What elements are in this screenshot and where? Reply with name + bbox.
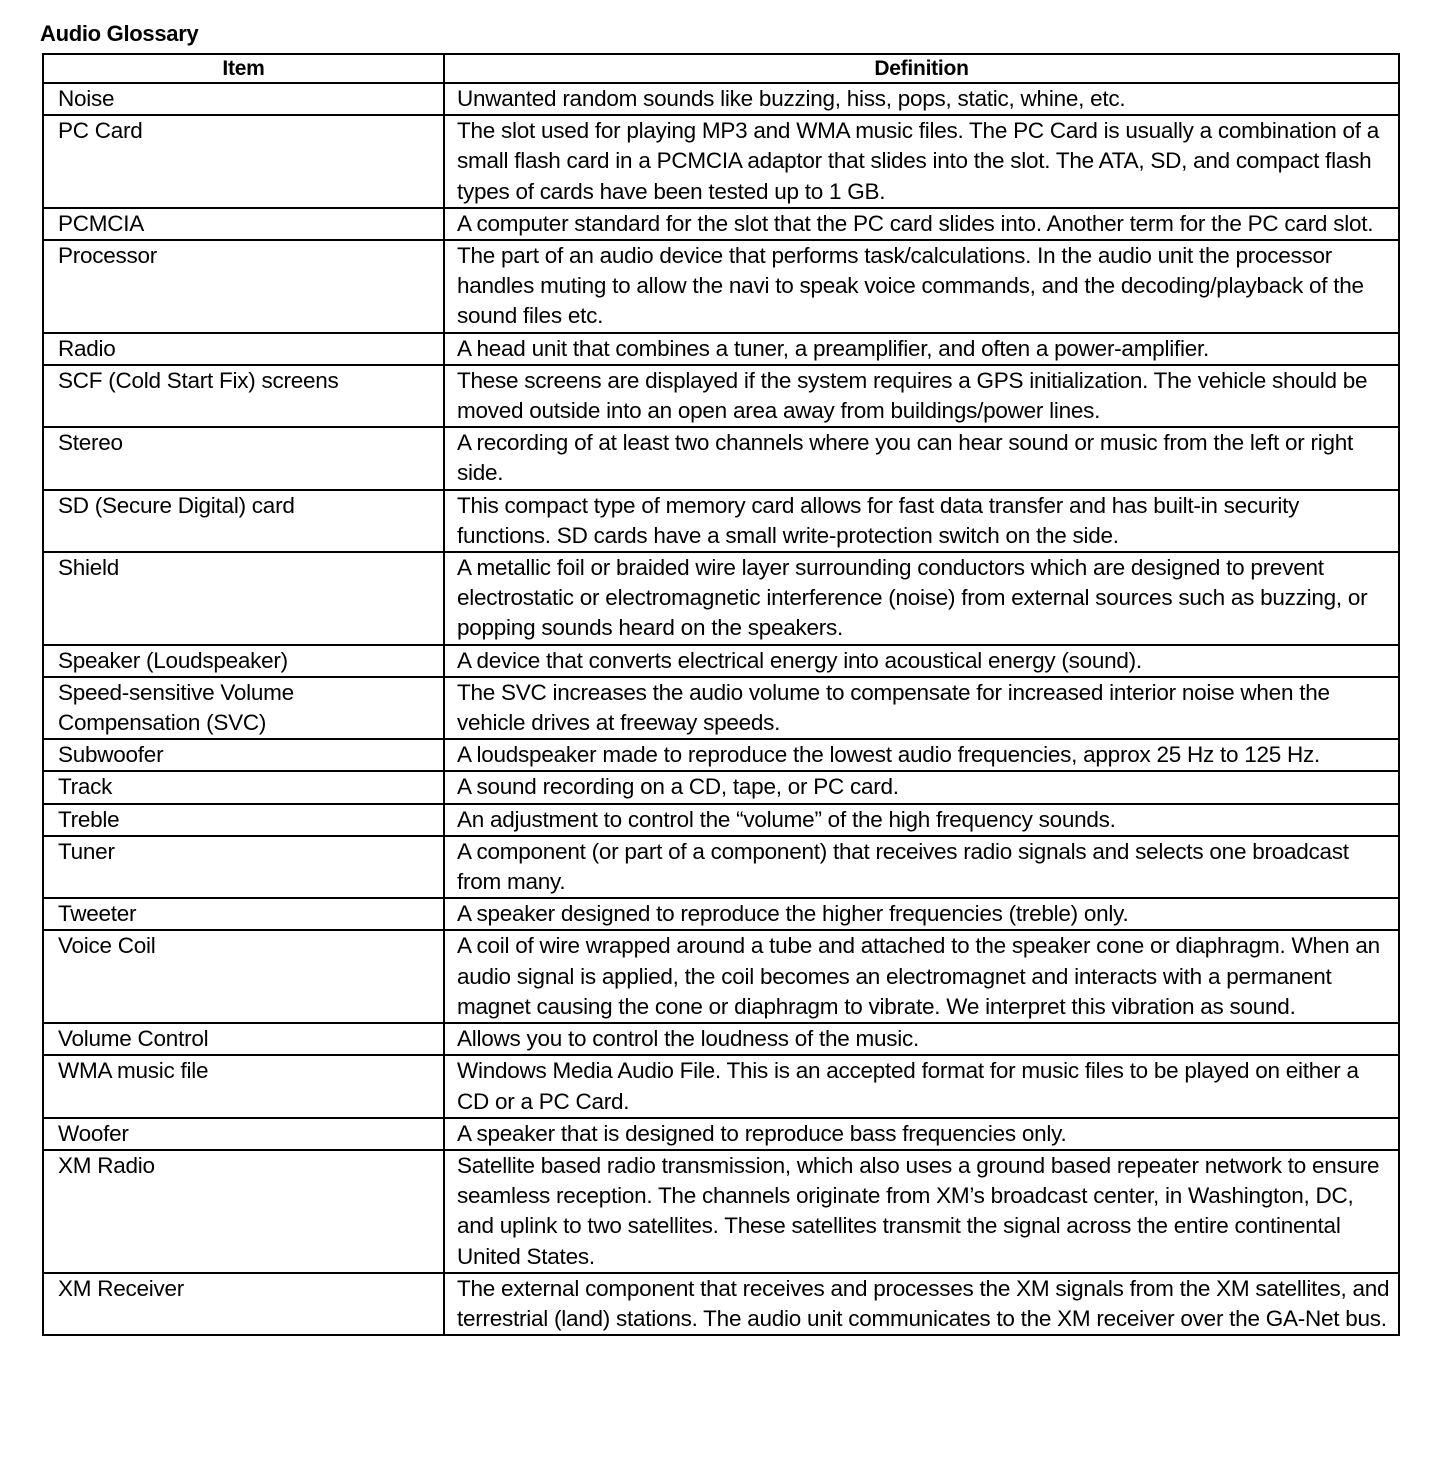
glossary-definition: A computer standard for the slot that the PC card slides into. Another term for the PC card slot. (444, 208, 1399, 240)
glossary-term: Voice Coil (43, 930, 444, 1023)
glossary-term: Tweeter (43, 898, 444, 930)
glossary-term: Processor (43, 240, 444, 333)
glossary-definition: A head unit that combines a tuner, a preamplifier, and often a power-amplifier. (444, 333, 1399, 365)
glossary-term: WMA music file (43, 1055, 444, 1117)
glossary-term: Track (43, 771, 444, 803)
table-row (43, 645, 1399, 677)
table-row (43, 739, 1399, 771)
glossary-definition: A coil of wire wrapped around a tube and attached to the speaker cone or diaphragm. When an audio signal is applied, the coil becomes an electromagnet and interacts with a permanent magnet causing the cone or diaphragm to vibrate. We interpret this vibration as sound. (444, 930, 1399, 1023)
glossary-table (42, 53, 1400, 1336)
glossary-definition: A speaker designed to reproduce the higher frequencies (treble) only. (444, 898, 1399, 930)
glossary-term: PCMCIA (43, 208, 444, 240)
table-row (43, 836, 1399, 898)
glossary-definition: The part of an audio device that performs task/calculations. In the audio unit the processor handles muting to allow the navi to speak voice commands, and the decoding/playback of the sound files etc. (444, 240, 1399, 333)
table-row (43, 240, 1399, 333)
glossary-definition: The slot used for playing MP3 and WMA music files. The PC Card is usually a combination of a small flash card in a PCMCIA adaptor that slides into the slot. The ATA, SD, and compact flash types of cards have been tested up to 1 GB. (444, 115, 1399, 208)
glossary-definition: Windows Media Audio File. This is an accepted format for music files to be played on either a CD or a PC Card. (444, 1055, 1399, 1117)
definition-column-header: Definition (444, 54, 1399, 83)
glossary-definition: Unwanted random sounds like buzzing, hiss, pops, static, whine, etc. (444, 83, 1399, 115)
glossary-term: Tuner (43, 836, 444, 898)
glossary-definition: The external component that receives and processes the XM signals from the XM satellites, and terrestrial (land) stations. The audio unit communicates to the XM receiver over the GA-Net bus. (444, 1273, 1399, 1335)
glossary-definition: A recording of at least two channels where you can hear sound or music from the left or right side. (444, 427, 1399, 489)
header-row (43, 54, 1399, 83)
table-row (43, 365, 1399, 427)
table-row (43, 1118, 1399, 1150)
table-row (43, 804, 1399, 836)
table-row (43, 333, 1399, 365)
glossary-term: PC Card (43, 115, 444, 208)
glossary-definition: Allows you to control the loudness of the music. (444, 1023, 1399, 1055)
item-column-header: Item (43, 54, 444, 83)
glossary-term: Radio (43, 333, 444, 365)
glossary-term: SCF (Cold Start Fix) screens (43, 365, 444, 427)
glossary-term: XM Receiver (43, 1273, 444, 1335)
glossary-term: SD (Secure Digital) card (43, 490, 444, 552)
table-row (43, 208, 1399, 240)
glossary-term: Subwoofer (43, 739, 444, 771)
table-row (43, 427, 1399, 489)
glossary-definition: This compact type of memory card allows for fast data transfer and has built-in security functions. SD cards have a small write-protection switch on the side. (444, 490, 1399, 552)
glossary-definition: A component (or part of a component) that receives radio signals and selects one broadcast from many. (444, 836, 1399, 898)
glossary-term: Shield (43, 552, 444, 645)
glossary-definition: A metallic foil or braided wire layer surrounding conductors which are designed to prevent electrostatic or electromagnetic interference (noise) from external sources such as buzzing, or popping sounds heard on the speakers. (444, 552, 1399, 645)
glossary-term: Noise (43, 83, 444, 115)
glossary-definition: A device that converts electrical energy into acoustical energy (sound). (444, 645, 1399, 677)
glossary-definition: An adjustment to control the “volume” of the high frequency sounds. (444, 804, 1399, 836)
table-row (43, 1150, 1399, 1273)
glossary-definition: The SVC increases the audio volume to compensate for increased interior noise when the vehicle drives at freeway speeds. (444, 677, 1399, 739)
table-row (43, 677, 1399, 739)
table-row (43, 115, 1399, 208)
table-row (43, 930, 1399, 1023)
glossary-definition: These screens are displayed if the system requires a GPS initialization. The vehicle should be moved outside into an open area away from buildings/power lines. (444, 365, 1399, 427)
document-title: Audio Glossary (40, 21, 199, 46)
table-row (43, 1055, 1399, 1117)
table-row (43, 83, 1399, 115)
table-row (43, 771, 1399, 803)
glossary-definition: A loudspeaker made to reproduce the lowest audio frequencies, approx 25 Hz to 125 Hz. (444, 739, 1399, 771)
glossary-term: Stereo (43, 427, 444, 489)
glossary-term: Speed-sensitive Volume Compensation (SVC) (43, 677, 444, 739)
glossary-term: Woofer (43, 1118, 444, 1150)
table-row (43, 898, 1399, 930)
table-row (43, 1273, 1399, 1335)
glossary-term: XM Radio (43, 1150, 444, 1273)
glossary-term: Treble (43, 804, 444, 836)
glossary-definition: A speaker that is designed to reproduce bass frequencies only. (444, 1118, 1399, 1150)
table-row (43, 490, 1399, 552)
table-row (43, 552, 1399, 645)
table-row (43, 1023, 1399, 1055)
glossary-term: Speaker (Loudspeaker) (43, 645, 444, 677)
glossary-term: Volume Control (43, 1023, 444, 1055)
glossary-definition: Satellite based radio transmission, which also uses a ground based repeater network to ensure seamless reception. The channels originate from XM’s broadcast center, in Washington, DC, and uplink to two satellites. These satellites transmit the signal across the entire continental United States. (444, 1150, 1399, 1273)
glossary-definition: A sound recording on a CD, tape, or PC card. (444, 771, 1399, 803)
